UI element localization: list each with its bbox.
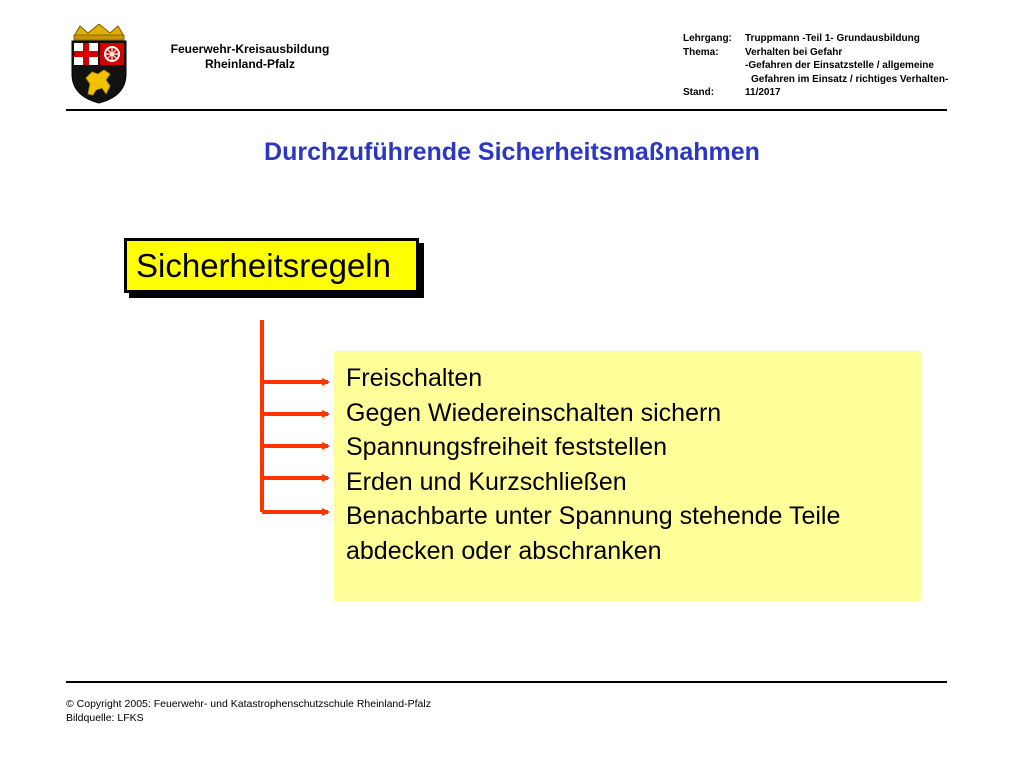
topic-line-2: -Gefahren der Einsatzstelle / allgemeine bbox=[745, 60, 934, 71]
organisation-line-2: Rheinland-Pfalz bbox=[204, 57, 295, 71]
measure-item: Benachbarte unter Spannung stehende Teile bbox=[346, 502, 841, 530]
arrow-connector bbox=[250, 318, 340, 518]
topic-label: Thema: bbox=[683, 46, 719, 58]
status-label: Stand: bbox=[683, 87, 715, 98]
footer bbox=[66, 697, 431, 725]
footer-divider bbox=[66, 681, 947, 683]
measures-box bbox=[334, 351, 921, 601]
course-value: Truppmann -Teil 1- Grundausbildung bbox=[745, 33, 920, 44]
course-info bbox=[683, 32, 948, 100]
measure-item: Gegen Wiedereinschalten sichern bbox=[346, 398, 722, 427]
measure-item: Erden und Kurzschließen bbox=[346, 467, 627, 496]
page-title: Durchzuführende Sicherheitsmaßnahmen bbox=[264, 138, 760, 166]
topic-line-3: Gefahren im Einsatz / richtiges Verhalten- bbox=[751, 73, 949, 85]
coat-of-arms-icon bbox=[66, 24, 132, 104]
measure-item: abdecken oder abschranken bbox=[346, 536, 662, 565]
image-source-text: Bildquelle: LFKS bbox=[66, 712, 144, 724]
copyright-text: © Copyright 2005: Feuerwehr- und Katastrophenschutzschule Rheinland-Pfalz bbox=[66, 698, 431, 710]
course-label: Lehrgang: bbox=[683, 33, 732, 44]
organisation-name bbox=[150, 42, 350, 72]
measure-item: Spannungsfreiheit feststellen bbox=[346, 433, 668, 461]
safety-rules-label: Sicherheitsregeln bbox=[136, 246, 391, 284]
organisation-line-1: Feuerwehr-Kreisausbildung bbox=[170, 42, 330, 56]
topic-line-1: Verhalten bei Gefahr bbox=[745, 46, 843, 58]
measure-item: Freischalten bbox=[346, 364, 483, 392]
status-value: 11/2017 bbox=[745, 87, 781, 98]
safety-rules-box bbox=[124, 238, 419, 293]
header-divider bbox=[66, 109, 947, 111]
